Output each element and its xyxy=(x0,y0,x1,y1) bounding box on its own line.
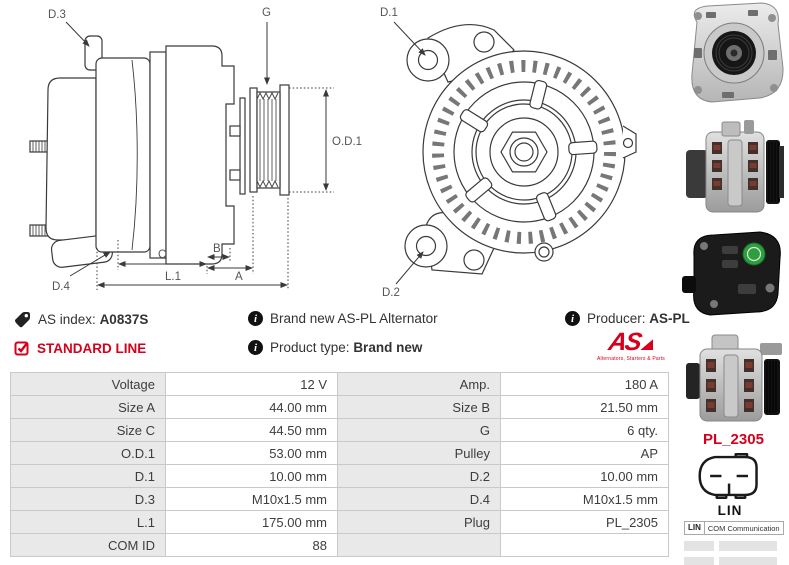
standard-line-text: STANDARD LINE xyxy=(37,340,147,356)
standard-line-row xyxy=(14,340,146,356)
spec-label: Size B xyxy=(338,396,501,419)
plug-connector-diagram xyxy=(694,452,766,500)
dim-label-g: G xyxy=(262,7,271,19)
spec-label: Pulley xyxy=(338,442,501,465)
placeholder-row xyxy=(684,557,784,565)
alternator-side-view-drawing xyxy=(0,0,370,305)
info-icon: i xyxy=(248,311,263,326)
alternator-photo-side[interactable] xyxy=(682,112,787,222)
as-index-row xyxy=(14,311,148,328)
checkbox-checked-icon xyxy=(14,340,30,356)
info-icon: i xyxy=(248,340,263,355)
as-pl-logo-flag-icon xyxy=(640,339,653,350)
spec-label: O.D.1 xyxy=(11,442,166,465)
spec-value: 12 V xyxy=(166,373,338,396)
spec-table xyxy=(10,372,669,557)
spec-value: M10x1.5 mm xyxy=(166,488,338,511)
as-index-text: AS index: A0837S xyxy=(38,312,149,327)
product-type-text: Product type: Brand new xyxy=(270,340,423,355)
spec-value xyxy=(501,534,669,557)
tag-icon xyxy=(14,311,31,328)
spec-value: 21.50 mm xyxy=(501,396,669,419)
spec-label: Voltage xyxy=(11,373,166,396)
dim-label-b: B xyxy=(213,243,221,255)
spec-value: 44.50 mm xyxy=(166,419,338,442)
table-row xyxy=(11,373,669,396)
alternator-photo-rear[interactable] xyxy=(682,226,787,318)
spec-label: G xyxy=(338,419,501,442)
info-icon: i xyxy=(565,311,580,326)
spec-value: 44.00 mm xyxy=(166,396,338,419)
spec-label: Size C xyxy=(11,419,166,442)
product-type-row xyxy=(248,340,422,355)
table-row xyxy=(11,488,669,511)
spec-label: L.1 xyxy=(11,511,166,534)
spec-value: 53.00 mm xyxy=(166,442,338,465)
spec-label: COM ID xyxy=(11,534,166,557)
spec-value: 180 A xyxy=(501,373,669,396)
com-row xyxy=(684,521,784,535)
spec-value: AP xyxy=(501,442,669,465)
as-pl-logo xyxy=(596,330,666,362)
spec-label: Plug xyxy=(338,511,501,534)
dim-label-d2: D.2 xyxy=(382,287,400,299)
dim-label-l1: L.1 xyxy=(165,271,181,283)
spec-value: 175.00 mm xyxy=(166,511,338,534)
com-value: COM Communication xyxy=(705,521,784,535)
spec-label: Size A xyxy=(11,396,166,419)
brand-new-row xyxy=(248,311,438,326)
plug-type-label: LIN xyxy=(717,503,743,518)
com-communication-table xyxy=(684,521,784,565)
spec-label: D.2 xyxy=(338,465,501,488)
as-pl-logo-text: AS xyxy=(606,328,642,356)
com-key: LIN xyxy=(684,521,705,535)
spec-value: M10x1.5 mm xyxy=(501,488,669,511)
spec-label xyxy=(338,534,501,557)
table-row xyxy=(11,465,669,488)
alternator-front-view-drawing xyxy=(372,0,677,305)
spec-value: 10.00 mm xyxy=(501,465,669,488)
table-row xyxy=(11,511,669,534)
spec-value: 10.00 mm xyxy=(166,465,338,488)
spec-value: 6 qty. xyxy=(501,419,669,442)
plug-name: PL_2305 xyxy=(703,431,764,448)
spec-label: D.1 xyxy=(11,465,166,488)
dim-label-c: C xyxy=(158,249,167,261)
placeholder-row xyxy=(684,541,784,551)
alternator-photo-side-2[interactable] xyxy=(682,321,787,427)
brand-new-text: Brand new AS-PL Alternator xyxy=(270,311,438,326)
spec-label: D.4 xyxy=(338,488,501,511)
dim-label-od1: O.D.1 xyxy=(332,136,363,148)
spec-label: D.3 xyxy=(11,488,166,511)
dim-label-a: A xyxy=(235,271,243,283)
alternator-photo-front[interactable] xyxy=(682,0,787,108)
spec-label: Amp. xyxy=(338,373,501,396)
table-row xyxy=(11,534,669,557)
producer-text: Producer: AS-PL xyxy=(587,311,690,326)
dim-label-d4: D.4 xyxy=(52,281,70,293)
spec-value: 88 xyxy=(166,534,338,557)
producer-row xyxy=(565,311,690,326)
as-pl-logo-tagline: Alternators, Starters & Parts xyxy=(596,356,666,362)
dim-label-d1: D.1 xyxy=(380,7,398,19)
table-row xyxy=(11,396,669,419)
table-row xyxy=(11,442,669,465)
table-row xyxy=(11,419,669,442)
dim-label-d3: D.3 xyxy=(48,9,66,21)
spec-value: PL_2305 xyxy=(501,511,669,534)
